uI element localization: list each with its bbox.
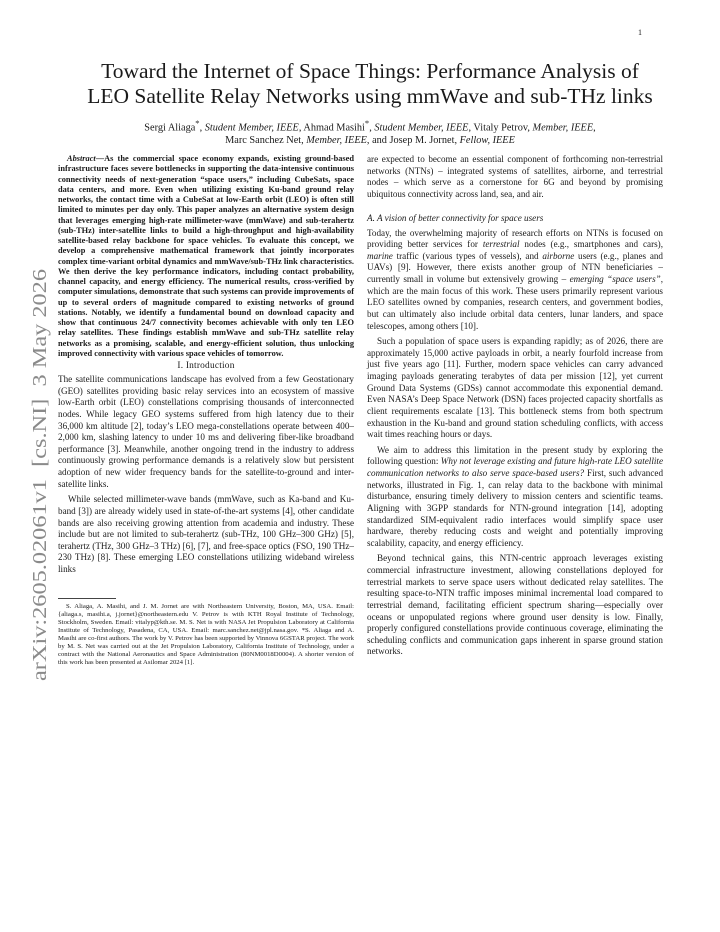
intro-paragraph-1: The satellite communications landscape has evolved from a few Geostationary (GEO) satellites providing basic relay services into an ecosystem of massive low-Earth orbit (LEO) constellations comprising thousands of interconnected nodes. While legacy GEO systems suffered from high latency due to their 36,000 km altitude [2], today’s LEO mega-constellations operate between 400–2,000 km, slashing latency to under 10 ms and delivering fiber-like broadband performance [3]. Meanwhile, another ongoing trend in the industry to address continuously growing performance demands is a relatively slow but persistent adoption of new wider frequency bands for the satellite-to-ground and inter-satellite links. [58, 374, 354, 489]
title-line-2: LEO Satellite Relay Networks using mmWave and sub-THz links [87, 84, 653, 108]
subsection-a-paragraph-3: We aim to address this limitation in the present study by exploring the following question: Why not leverage existing and future high-rate LEO satellite communication networks to also serve space-based users? First, such advanced networks, illustrated in Fig. 1, can relay data to the backbone with minimal disturbance, ensuring timely delivery to mission centers and scientific teams. Aligning with 3GPP standards for NTN-ground integration [14], adopting standardized SIM-equivalent radio interfaces would simplify space user hardware, thereby reducing costs and weight and potentially improving scalability, capacity, and energy efficiency. [367, 444, 664, 548]
author-list [60, 117, 680, 147]
author-role: Fellow, IEEE [459, 135, 515, 147]
author-name: Marc Sanchez Net [225, 135, 302, 147]
subsection-a-paragraph-1: Today, the overwhelming majority of research efforts on NTNs is focused on providing better services for terrestrial nodes (e.g., smartphones and cars), marine traffic (various types of vessels), and airborne users (e.g., planes and UAVs) [9]. However, there exists another group of NTN beneficiaries – currently small in volume but extensively growing – emerging “space users”, which are the main focus of this work. These users primarily represent various LEO satellites owned by companies, research centers, and government bodies, but can ultimately also include orbital data centers, lunar landers, and space telescopes, among others [10]. [367, 227, 664, 331]
subsection-a-paragraph-2: Such a population of space users is expanding rapidly; as of 2026, there are approximately 15,000 active payloads in orbit, a nearly fourfold increase from just five years ago [11]. Further, modern space vehicles can carry advanced imaging payloads generating terabytes of data per mission [12], yet current Ground Data Systems (GDSs) cannot accommodate this exponential demand. Even NASA’s Deep Space Network (DSN) faces projected capacity shortfalls as client requirements escalate [13]. This bottleneck stems from both spectrum exhaustion in the Ku-band and ground station scheduling conflicts, with access wait times reaching hours or days. [367, 336, 663, 440]
subsection-a-paragraph-4: Beyond technical gains, this NTN-centric approach leverages existing commercial infrastructure investment, allowing constellations deployed for terrestrial markets to serve space users without dedicated relay satellites. The resulting space-to-NTN traffic imposes minimal incremental load compared to terrestrial demand, facilitating efficient spectrum sharing—especially over oceans or unpopulated regions where ground user density is low. Finally, properly configured constellations provide continuous coverage, eliminating the scheduling conflicts and communication gaps inherent in sparse ground station networks. [367, 553, 663, 657]
page-number: 1 [638, 28, 642, 37]
author-name: Ahmad Masihi [303, 122, 365, 134]
title-line-1: Toward the Internet of Space Things: Performance Analysis of [101, 59, 639, 83]
subsection-heading-a: A. A vision of better connectivity for space users [367, 212, 544, 223]
right-column [367, 154, 663, 658]
author-role: Student Member, IEEE [204, 122, 299, 134]
author-name: Sergi Aliaga [144, 122, 196, 134]
left-column [58, 154, 354, 667]
abstract-label: Abstract [67, 154, 96, 163]
abstract-text: —As the commercial space economy expands, existing ground-based infrastructure faces severe bottlenecks in supporting the data-intensive continuous connectivity needs of next-generation “space users,” including CubeSats, space data centers, and more. Even when utilizing existing Ku-band ground relay networks, the contact time with a CubeSat at low-Earth orbit (LEO) is often still limited to minutes per day only. This paper analyzes an alternative system design that leverages emerging high-rate millimeter-wave (mmWave) and sub-terahertz (sub-THz) inter-satellite links to build a high-throughput and high-availability satellite-based relay backbone for space vehicles. To evaluate this concept, we develop a comprehensive mathematical framework that jointly incorporates complex time-variant orbital dynamics and mmWave/sub-THz link characteristics. We then derive the key performance indicators, including contact probability, channel capacity, and energy efficiency. The numerical results, cross-verified by computer simulations, demonstrate that such systems can provide improvements of up to several orders of magnitude compared to existing networks of ground stations. Notably, we identify a fundamental bound on download capacity and show that continuous 24/7 connectivity becomes achievable with only ten LEO relay satellites. These findings establish mmWave and sub-THz satellite relay networks as a promising, scalable, and energy-efficient solution, thus unlocking improved connectivity with various space vehicles of tomorrow. [58, 154, 354, 358]
author-role: Student Member, IEEE [374, 122, 469, 134]
author-name: Vitaly Petrov [473, 122, 528, 134]
abstract [58, 154, 354, 359]
arxiv-stamp [14, 265, 58, 685]
intro-paragraph-3: are expected to become an essential component of forthcoming non-terrestrial networks (NTNs) – integrated systems of satellites, airborne, and terrestrial nodes – which serve as a cornerstone for 6G and beyond by promising ubiquitous connectivity across land, sea, and air. [367, 154, 663, 199]
author-line-1: Sergi Aliaga*, Student Member, IEEE, Ahmad Masihi*, Student Member, IEEE, Vitaly Petrov, Member, IEEE, [144, 118, 596, 134]
author-line-2: Marc Sanchez Net, Member, IEEE, and Josep M. Jornet, Fellow, IEEE [225, 135, 515, 147]
section-heading-introduction: I. Introduction [177, 361, 235, 371]
author-footnote: S. Aliaga, A. Masihi, and J. M. Jornet are with Northeastern University, Boston, MA, USA. Email: {aliaga.s, masihi.a, j.jornet}@northeastern.edu V. Petrov is with KTH Royal Institute of Technology, Stockholm, Sweden. Email: vitalyp@kth.se. M. S. Net is with NASA Jet Propulsion Laboratory at California Institute of Technology, Pasadena, CA, USA. Email: marc.sanchez.net@jpl.nasa.gov. *S. Aliaga and A. Masihi are co-first authors. The work by V. Petrov has been supported by Vinnova 6GSTAR project. The work by M. S. Net was carried out at the Jet Propulsion Laboratory, California Institute of Technology, under a contract with the National Aeronautics and Space Administration (80NM0018D0004). A shorter version of this work has been presented at Asilomar 2024 [1]. [58, 602, 354, 666]
author-role: Member, IEEE [306, 135, 367, 147]
footnote-divider [58, 598, 116, 599]
intro-paragraph-2: While selected millimeter-wave bands (mmWave, such as Ka-band and Ku-band [3]) are already widely used in state-of-the-art systems [4], other candidate bands are also receiving growing attention from academia and industry. These include but are not limited to sub-terahertz (sub-THz, 100 GHz–300 GHz) [5], terahertz (THz, 300 GHz–3 THz) [6], [7], and free-space optics (FSO, 190 THz–230 THz) [8]. These emerging LEO constellations utilizing wideband wireless links [58, 494, 354, 574]
paper-title [60, 59, 680, 109]
arxiv-identifier: arXiv:2605.02061v1 [cs.NI] 3 May 2026 [30, 350, 51, 681]
author-name: Josep M. Jornet [389, 135, 455, 147]
author-role: Member, IEEE [532, 122, 594, 134]
